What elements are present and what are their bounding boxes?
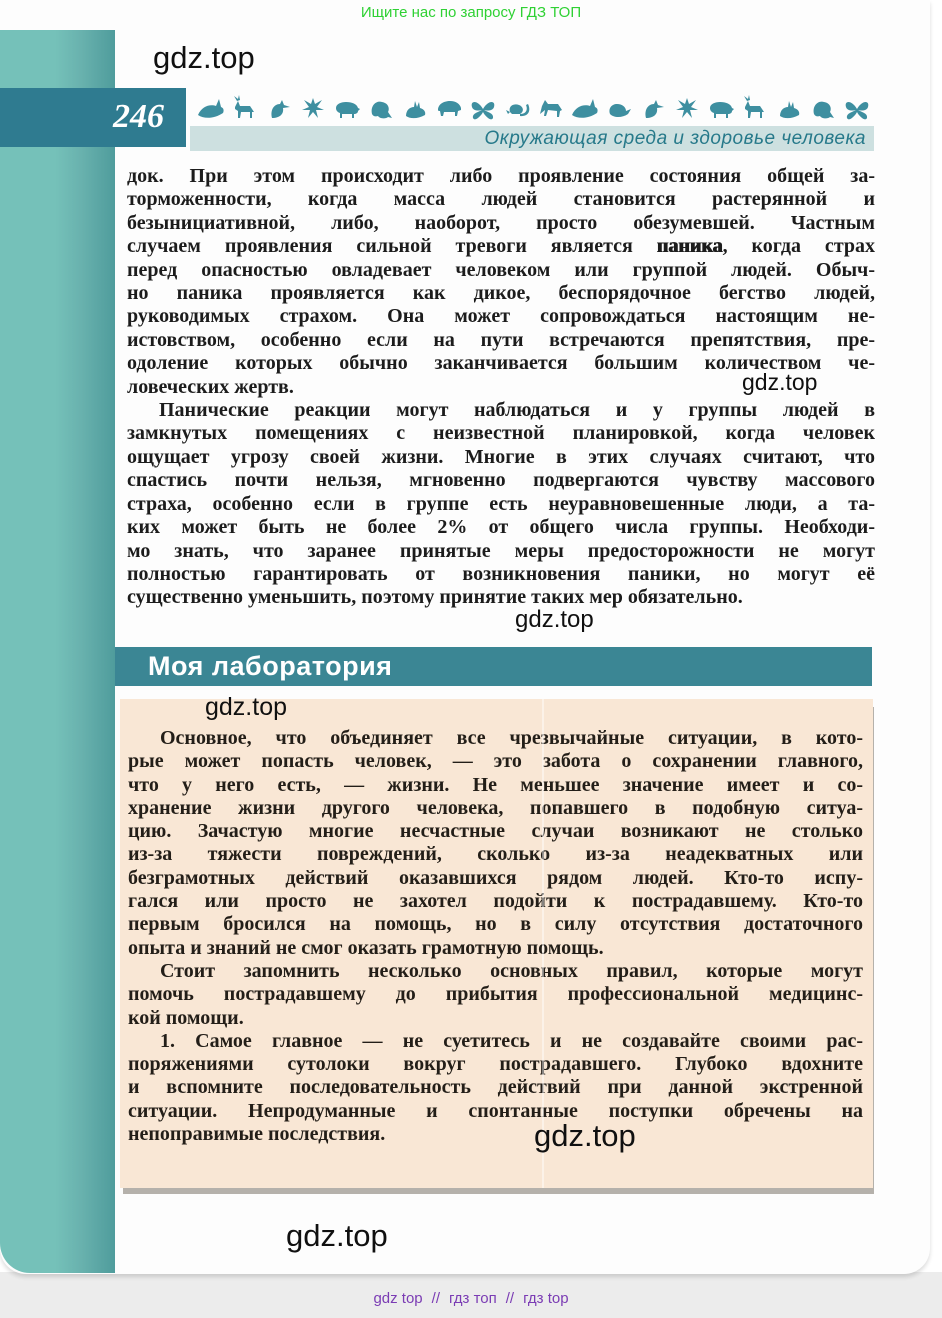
text-line: из-за тяжести повреждений, сколько из-за неадекватных или (128, 843, 863, 866)
section-title-strip (190, 126, 874, 151)
my-laboratory-banner: Моя лаборатория (115, 647, 872, 686)
text-line: рые может попасть человек, — это забота о сохранении главного, (128, 750, 863, 773)
moose-icon (234, 95, 254, 118)
text-line: мо знать, что заранее принятые меры предосторожности не могут (127, 539, 875, 562)
text-line: первым бросился на помощь, но в силу отсутствия достаточного (128, 913, 863, 936)
watermark-top: gdz.top (153, 40, 255, 75)
bold-line-before: случаем проявления сильной тревоги является (127, 235, 657, 258)
text-line-with-bold-term (127, 235, 875, 258)
animal-silhouette-band (196, 92, 874, 126)
monkey-icon (372, 102, 392, 119)
lab-paragraph-1 (128, 727, 863, 960)
text-line: Панические реакции могут наблюдаться и у группы людей в (159, 399, 875, 422)
watermark-after-paragraph-1: gdz.top (742, 369, 818, 395)
text-line: но паника проявляется как дикое, беспорядочное бегство людей, (127, 282, 875, 305)
text-line: Основное, что объединяет все чрезвычайные ситуации, в кото- (160, 727, 863, 749)
text-line: безынициативной, либо, наоборот, просто обезумевшей. Частным (127, 211, 875, 234)
text-line: ких может быть не более 2% от общего числа группы. Необходи- (127, 516, 875, 539)
hare-icon (780, 101, 799, 118)
whale-icon (572, 99, 598, 118)
text-line: непоправимые последствия. (128, 1123, 386, 1146)
text-line: руководимых страхом. Она может сопровождаться настоящим не- (127, 305, 875, 328)
bird-icon (271, 100, 290, 118)
text-line: ловеческих жертв. (127, 375, 294, 398)
text-line: опыта и знаний не смог оказать грамотную помощь. (128, 936, 604, 959)
watermark-lab-bottom: gdz.top (534, 1118, 636, 1153)
lab-paragraph-3 (128, 1030, 863, 1146)
text-line: ситуации. Непродуманные и спонтанные поступки обречены на (128, 1099, 863, 1122)
watermark-lab-top: gdz.top (205, 693, 288, 721)
section-title: Окружающая среда и здоровье человека (484, 128, 866, 149)
page-number: 246 (0, 88, 186, 147)
text-line: безграмотных действий оказавшихся рядом людей. Кто-то испу- (128, 866, 863, 889)
text-line: существенно уменьшить, поэтому принятие таких мер обязательно. (127, 586, 743, 609)
text-line: и вспомните последовательность действий при данной экстренной (128, 1076, 863, 1099)
laboratory-text-column (128, 727, 863, 1146)
monkey-icon (814, 102, 834, 119)
paragraph-1 (127, 165, 875, 399)
boar-icon (336, 102, 360, 118)
butterfly-icon (846, 102, 869, 119)
horse-icon (540, 100, 562, 117)
bold-term-panika: паника (656, 235, 723, 258)
text-line: страха, особенно если в группе есть неуравновешенные люди, а та- (127, 492, 875, 515)
text-line: ощущает угрозу своей жизни. Многие в этих случаях считают, что (127, 445, 875, 468)
promo-text: Ищите нас по запросу ГДЗ ТОП (360, 4, 582, 21)
footer-links (0, 1290, 942, 1307)
text-line: поряжениями сутолоки вокруг пострадавшего. Глубоко вдохните (128, 1053, 863, 1076)
text-line: истовством, особенно если на пути встречаются препятствия, пре- (127, 328, 875, 351)
page-left-margin-band (0, 30, 115, 1273)
watermark-bottom: gdz.top (286, 1218, 388, 1253)
hare-icon (406, 101, 425, 118)
scorpion-icon (506, 104, 529, 116)
text-line: цию. Зачастую многие несчастные случаи возникают не столько (128, 820, 863, 843)
text-line: кой помощи. (128, 1006, 244, 1029)
text-line: что у него есть, — жизни. Не меньшее значение имеет и со- (128, 773, 863, 796)
butterfly-icon (472, 102, 495, 119)
moth-icon (676, 98, 698, 118)
bird-icon (645, 100, 664, 118)
text-line: 1. Самое главное — не суетитесь и не создавайте своими рас- (160, 1029, 863, 1052)
text-line: замкнутых помещениях с неизвестной планировкой, когда человек (127, 422, 875, 445)
text-line: спастись почти нельзя, мгновенно подвергаются чувству массового (127, 469, 875, 492)
frog-icon (609, 104, 631, 117)
footer-link-gdz-top[interactable]: gdz top (373, 1290, 423, 1307)
footer-separator: // (431, 1290, 440, 1307)
moth-icon (302, 98, 324, 118)
bison-icon (438, 101, 461, 116)
footer-link-gdz-top-mixed[interactable]: гдз top (523, 1290, 569, 1307)
text-line: перед опасностью овладевает человеком или группой людей. Обыч- (127, 258, 875, 281)
text-line: док. При этом происходит либо проявление состояния общей за- (127, 165, 875, 187)
footer-link-gdz-top-ru[interactable]: гдз топ (449, 1290, 497, 1307)
bold-line-after: , когда страх (722, 235, 876, 258)
moose-icon (744, 95, 764, 118)
text-line: гался или просто не захотел подойти к пострадавшему. Кто-то (128, 890, 863, 913)
text-line: Стоит запомнить несколько основных правил, которые могут (160, 959, 863, 982)
lab-paragraph-2 (128, 960, 863, 1030)
text-line: торможенности, когда масса людей становится растерянной и (127, 188, 875, 211)
whale-icon (198, 99, 224, 118)
text-line: одоление которых обычно заканчивается большим количеством че- (127, 352, 875, 375)
text-line: помочь пострадавшему до прибытия профессиональной медицинс- (128, 983, 863, 1006)
laboratory-box (120, 699, 873, 1188)
paragraph-1-start (127, 165, 875, 235)
footer-separator: // (505, 1290, 515, 1307)
boar-icon (710, 102, 734, 118)
text-line: полностью гарантировать от возникновения паники, но могут её (127, 562, 875, 585)
text-line: хранение жизни другого человека, попавшего в подобную ситуа- (128, 796, 863, 819)
watermark-after-paragraph-2: gdz.top (515, 606, 594, 633)
paragraph-2 (127, 399, 875, 610)
